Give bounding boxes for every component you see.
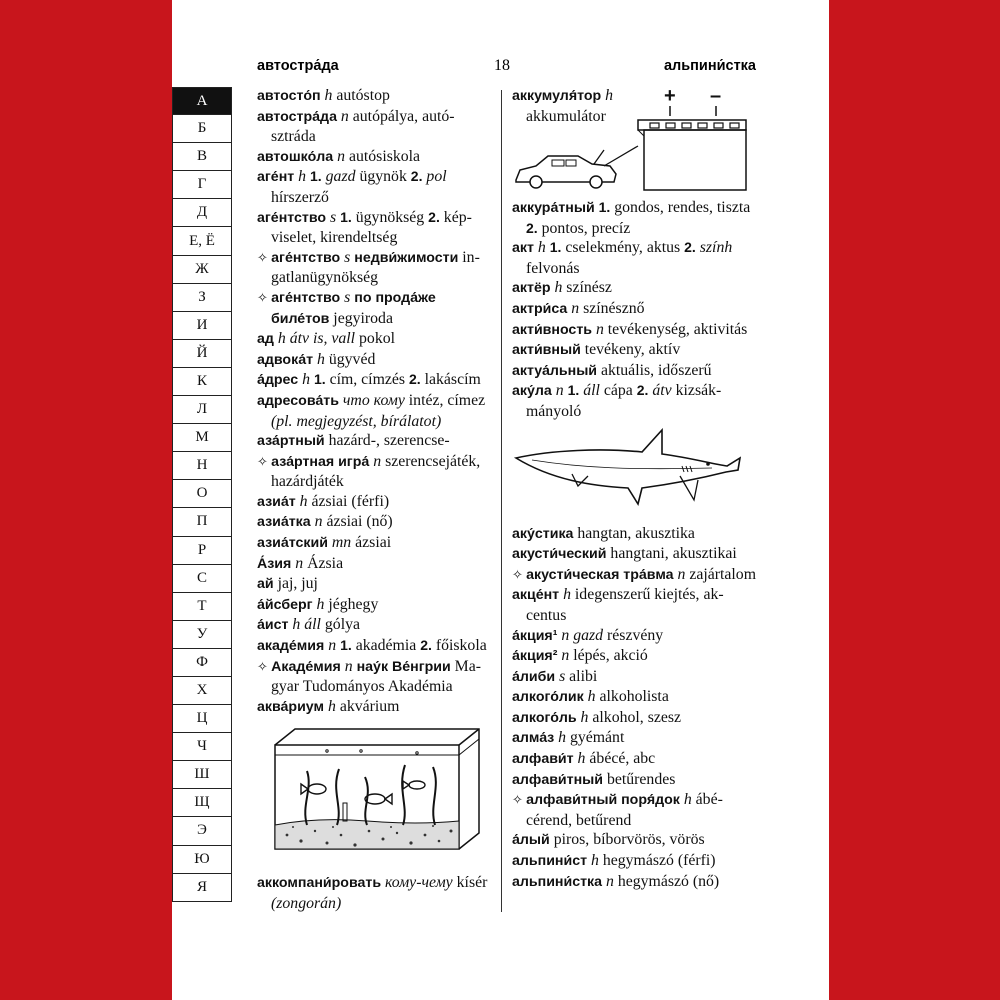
sense-number: 1. (549, 239, 562, 256)
dictionary-entry (257, 512, 489, 533)
headword: Акаде́мия (271, 658, 341, 675)
grammar-label: n (551, 382, 568, 400)
headword: аккомпани́ровать (257, 875, 382, 892)
alphabet-tab[interactable]: Ш (172, 761, 232, 789)
grammar-label: s (340, 288, 355, 306)
headword: акусти́ческий (512, 546, 607, 563)
svg-text:+: + (664, 86, 676, 107)
headword: аза́ртная игра́ (271, 453, 370, 470)
headword: аге́нтство (257, 209, 327, 226)
dictionary-entry (512, 770, 757, 791)
headword: аге́нтство (271, 289, 341, 306)
dictionary-entry (512, 728, 757, 749)
grammar-label: что кому (338, 391, 409, 409)
alphabet-tab[interactable]: У (172, 621, 232, 649)
headword: актри́са (512, 300, 568, 317)
dictionary-entry (257, 391, 489, 431)
alphabet-tab[interactable]: Л (172, 396, 232, 424)
dictionary-entry (257, 86, 489, 107)
dictionary-entry (512, 278, 757, 299)
sense-number: 1. (313, 371, 326, 388)
headword: аза́ртный (257, 433, 325, 450)
grammar-label: h (324, 697, 340, 715)
grammar-label: n gazd (557, 626, 608, 644)
alphabet-tab[interactable]: З (172, 284, 232, 312)
dictionary-entry (512, 708, 757, 729)
page-number: 18 (494, 57, 510, 74)
headword: а́дрес (257, 372, 299, 389)
alphabet-tab[interactable]: И (172, 312, 232, 340)
headword: ад (257, 331, 274, 348)
headword: автосто́п (257, 88, 321, 104)
headword: аку́стика (512, 525, 574, 542)
definition-text: szerencsejáték, hazárdjáték (271, 452, 481, 491)
grammar-label: h (298, 371, 314, 389)
definition-text: hangtani, akusztikai (606, 545, 737, 563)
alphabet-tab[interactable]: К (172, 368, 232, 396)
phrase-marker-icon: ✧ (257, 289, 272, 305)
definition-text: pokol (359, 330, 396, 348)
definition-text: tevékenység, aktivitás (607, 320, 748, 338)
shark-illustration (512, 428, 757, 516)
dictionary-entry (512, 340, 757, 361)
headword: автостра́да (257, 108, 337, 125)
definition-text: ügyvéd (328, 350, 376, 368)
grammar-label: mn (327, 534, 356, 552)
headword: акце́нт (512, 587, 560, 604)
dictionary-entry (257, 329, 489, 350)
alphabet-tab[interactable]: Д (172, 199, 232, 227)
definition-text: részvény (607, 626, 664, 644)
sense-number: 1. (310, 168, 322, 185)
alphabet-tab[interactable]: Ж (172, 256, 232, 284)
definition-text: alkoholista (599, 688, 669, 706)
definition-text: ábécérend, betűrend (526, 791, 723, 829)
grammar-label: szính (695, 239, 733, 257)
grammar-label: h (587, 852, 603, 870)
definition-text: cím, címzés (325, 371, 409, 389)
definition-text: Ázsia (307, 554, 344, 572)
alphabet-tab[interactable]: А (172, 87, 232, 115)
dictionary-entry (257, 492, 489, 513)
grammar-label: h (533, 239, 550, 257)
definition-text: ügynök (359, 168, 411, 186)
dictionary-entry (512, 238, 757, 278)
headword: алкого́ль (512, 709, 577, 726)
definition-text: jegyiroda (329, 309, 393, 327)
phrase-marker-icon: ✧ (512, 792, 527, 808)
definition-text: ingatlanügynökség (271, 248, 480, 287)
dictionary-entry (512, 299, 757, 320)
alphabet-thumb-index[interactable] (172, 87, 232, 902)
headword: акусти́ческая тра́вма (526, 566, 674, 583)
alphabet-tab[interactable]: Щ (172, 789, 232, 817)
alphabet-tab[interactable]: Э (172, 817, 232, 845)
grammar-label: n (557, 647, 574, 665)
definition-text: intéz, címez (408, 391, 486, 409)
definition-text: autópálya, autósztráda (271, 107, 455, 146)
dictionary-entry (257, 431, 489, 452)
dictionary-entry (512, 687, 757, 708)
dictionary-entry (512, 626, 757, 647)
sense-number: 2. (428, 208, 440, 225)
dictionary-entry (257, 636, 489, 657)
headword: а́кция² (512, 648, 558, 665)
dictionary-entry (512, 320, 757, 341)
dictionary-entry (512, 667, 757, 688)
dictionary-entry (257, 167, 489, 207)
alphabet-tab[interactable]: Х (172, 677, 232, 705)
alphabet-tab[interactable]: Ц (172, 705, 232, 733)
grammar-label: h áll (288, 616, 325, 634)
definition-text: kizsákmányoló (526, 382, 722, 420)
definition-text: színész (566, 279, 612, 297)
headword: акти́вность (512, 321, 592, 338)
definition-text: pontos, precíz (537, 219, 631, 237)
headword: акаде́мия (257, 638, 325, 655)
dictionary-entry (257, 533, 489, 554)
alphabet-tab[interactable]: Е, Ё (172, 227, 232, 255)
car-battery-illustration (512, 86, 757, 198)
headword: азиа́тка (257, 514, 311, 531)
grammar-label: n (567, 299, 584, 317)
definition-text: ábécé, abc (589, 750, 656, 768)
sense-number: 1. (340, 208, 352, 225)
dictionary-entry (257, 107, 489, 147)
definition-text: jéghegy (328, 595, 379, 613)
dictionary-entry (512, 381, 757, 421)
headword: азиа́тский (257, 535, 328, 552)
headword: аккура́тный (512, 200, 595, 216)
headword: аге́нт (257, 169, 295, 186)
definition-text: cápa (603, 382, 637, 400)
grammar-label: s (340, 248, 355, 266)
headword: аге́нтство (271, 249, 341, 266)
definition-text: akvárium (339, 697, 400, 715)
grammar-label: h (576, 708, 593, 726)
headword: алма́з (512, 730, 555, 747)
headword: ай (257, 576, 274, 593)
headword: нау́к Ве́нгрии (356, 658, 451, 675)
definition-text: gondos, rendes, tiszta (610, 199, 751, 216)
definition-text: Magyar Tudományos Akadémia (271, 657, 481, 696)
headword: аку́ла (512, 383, 552, 400)
definition-text: ügynökség (351, 208, 429, 226)
headword: А́зия (257, 555, 292, 572)
definition-text: ázsiai (355, 534, 392, 552)
headword: альпини́ст (512, 853, 588, 870)
definition-text: főiskola (431, 637, 487, 655)
dictionary-entry (512, 790, 757, 830)
dictionary-entry (512, 565, 757, 586)
grammar-label: áll (579, 382, 604, 400)
dictionary-entry (257, 452, 489, 492)
dictionary-entry (512, 830, 757, 851)
definition-text: kísér (456, 874, 488, 892)
grammar-label: n (592, 320, 608, 338)
headword: адвока́т (257, 351, 314, 368)
headword: а́лый (512, 832, 550, 849)
sense-number: 1. (340, 637, 352, 654)
grammar-label: n (673, 565, 690, 583)
definition-text: ázsiai (nő) (326, 513, 393, 531)
grammar-label: s (555, 667, 570, 685)
grammar-label: h (550, 279, 567, 297)
definition-text: színésznő (583, 299, 645, 317)
grammar-label: n (310, 513, 327, 531)
alphabet-tab[interactable]: В (172, 143, 232, 171)
sense-number: 2. (420, 637, 432, 654)
dictionary-entry (257, 697, 489, 718)
alphabet-tab[interactable]: П (172, 508, 232, 536)
alphabet-tab[interactable]: О (172, 480, 232, 508)
alphabet-tab[interactable]: С (172, 565, 232, 593)
definition-text: hazárd-, szerencse- (324, 432, 450, 450)
dictionary-entry (257, 370, 489, 391)
alphabet-tab[interactable]: Ю (172, 846, 232, 874)
headword: альпини́стка (512, 873, 603, 890)
definition-text: jaj, juj (273, 575, 318, 593)
left-column (257, 86, 489, 914)
definition-text: aktuális, időszerű (597, 361, 712, 379)
dictionary-entry (257, 248, 489, 288)
dictionary-entry (512, 585, 757, 625)
definition-text: betűrendes (603, 770, 676, 788)
definition-text: hegymászó (nő) (617, 872, 720, 890)
alphabet-tab[interactable]: Г (172, 171, 232, 199)
sense-number: 1. (594, 199, 611, 215)
dictionary-entry (257, 147, 489, 168)
definition-text: alibi (569, 667, 598, 685)
headword: аккумуля́тор (512, 88, 602, 104)
dictionary-entry (512, 646, 757, 667)
definition-text: lakáscím (420, 371, 481, 389)
phrase-marker-icon: ✧ (257, 453, 272, 469)
alphabet-tab[interactable]: Я (172, 874, 232, 902)
definition-text: hangtan, akusztika (573, 524, 695, 542)
grammar-label: n (602, 872, 618, 890)
definition-text: akkumulátor (526, 107, 606, 125)
grammar-label: átv (648, 382, 676, 400)
header-left-guide-word: автостра́да (257, 58, 339, 74)
headword: а́либи (512, 668, 556, 685)
alphabet-tab[interactable]: Р (172, 537, 232, 565)
sense-number: 2. (410, 168, 423, 185)
grammar-label: n (333, 147, 349, 165)
dictionary-entry (512, 524, 757, 545)
grammar-label: h (295, 492, 312, 510)
definition-text: ázsiai (férfi) (311, 492, 390, 510)
grammar-label: (pl. megjegyzést, bírálatot) (271, 412, 442, 430)
grammar-label: h (312, 595, 329, 613)
grammar-label: h (583, 688, 600, 706)
grammar-label: h átv is, vall (273, 330, 360, 348)
headword: аква́риум (257, 698, 325, 715)
headword: а́йсберг (257, 596, 313, 613)
grammar-label: h (294, 168, 311, 186)
phrase-marker-icon: ✧ (512, 566, 527, 582)
dictionary-entry (257, 595, 489, 616)
svg-text:–: – (710, 86, 722, 107)
dictionary-entry (257, 350, 489, 371)
definition-text: képviselet, kirendeltség (271, 208, 472, 247)
dictionary-entry (257, 554, 489, 575)
dictionary-entry (512, 749, 757, 770)
alphabet-tab[interactable]: Й (172, 340, 232, 368)
headword: акти́вный (512, 342, 581, 359)
grammar-label: h (554, 729, 570, 747)
grammar-label: n (336, 107, 353, 125)
right-column (512, 86, 757, 892)
grammar-label: n (340, 657, 357, 675)
grammar-label: n (291, 554, 308, 572)
definition-text: alkohol, szesz (592, 708, 682, 726)
grammar-label: n (369, 452, 386, 470)
headword: недви́жимости (354, 249, 459, 266)
alphabet-tab[interactable]: Ф (172, 649, 232, 677)
grammar-label: gazd (321, 168, 360, 186)
headword: по прода́же биле́тов (271, 289, 436, 327)
headword: автошко́ла (257, 148, 334, 165)
alphabet-tab[interactable]: Ч (172, 733, 232, 761)
dictionary-entry (257, 208, 489, 248)
dictionary-page (172, 0, 829, 1000)
definition-text: autósiskola (348, 147, 421, 165)
sense-number: 2. (684, 239, 696, 256)
headword: алфави́тный поря́док (526, 792, 680, 809)
definition-text: lépés, akció (573, 647, 648, 665)
sense-number: 2. (636, 382, 649, 399)
grammar-label: pol (422, 168, 447, 186)
dictionary-entry (257, 288, 489, 329)
dictionary-entry (257, 615, 489, 636)
grammar-label: кому-чему (381, 874, 457, 892)
definition-text: hegymászó (férfi) (602, 852, 716, 870)
definition-text: zajártalom (689, 565, 756, 583)
definition-text: piros, bíborvörös, vörös (549, 831, 705, 849)
definition-text: akadémia (351, 637, 421, 655)
header-right-guide-word: альпини́стка (663, 58, 756, 74)
definition-text: cselekmény, aktus (561, 239, 685, 257)
grammar-label: h (679, 791, 696, 809)
definition-text: felvonás (526, 259, 580, 277)
grammar-label: h (601, 87, 614, 104)
sense-number: 2. (408, 371, 421, 388)
dictionary-entry (512, 198, 757, 238)
dictionary-entry (257, 574, 489, 595)
grammar-label: h (573, 750, 590, 768)
grammar-label: h (559, 586, 575, 604)
definition-text: gyémánt (569, 729, 625, 747)
dictionary-entry (512, 361, 757, 382)
headword: актёр (512, 280, 551, 297)
sense-number: 1. (567, 382, 580, 399)
phrase-marker-icon: ✧ (257, 249, 272, 265)
grammar-label: h (313, 350, 329, 368)
headword: а́кция¹ (512, 627, 558, 644)
definition-text: hírszerző (271, 188, 329, 206)
definition-text: gólya (324, 616, 360, 634)
headword: алфави́тный (512, 771, 604, 788)
definition-text: autóstop (336, 87, 390, 104)
grammar-label: s (326, 208, 341, 226)
alphabet-tab[interactable]: М (172, 424, 232, 452)
phrase-marker-icon: ✧ (257, 658, 272, 674)
definition-text: tevékeny, aktív (580, 341, 681, 359)
alphabet-tab[interactable]: Н (172, 452, 232, 480)
alphabet-tab[interactable]: Т (172, 593, 232, 621)
aquarium-illustration (267, 725, 482, 867)
headword: адресова́ть (257, 392, 339, 409)
headword: актуа́льный (512, 362, 598, 379)
headword: акт (512, 240, 534, 257)
headword: алфави́т (512, 751, 574, 768)
grammar-label: h (320, 87, 337, 104)
dictionary-entry (512, 851, 757, 872)
dictionary-entry (512, 872, 757, 893)
column-divider (501, 90, 502, 912)
dictionary-entry (257, 873, 489, 913)
grammar-label: (zongorán) (271, 895, 342, 912)
sense-number: 2. (526, 219, 538, 236)
alphabet-tab[interactable]: Б (172, 115, 232, 143)
dictionary-entry (257, 657, 489, 697)
headword: а́ист (257, 617, 289, 634)
headword: алкого́лик (512, 689, 584, 706)
grammar-label: n (324, 637, 341, 655)
headword: азиа́т (257, 493, 296, 510)
definition-text: idegenszerű kiejtés, akcentus (526, 586, 724, 624)
dictionary-entry (512, 544, 757, 565)
